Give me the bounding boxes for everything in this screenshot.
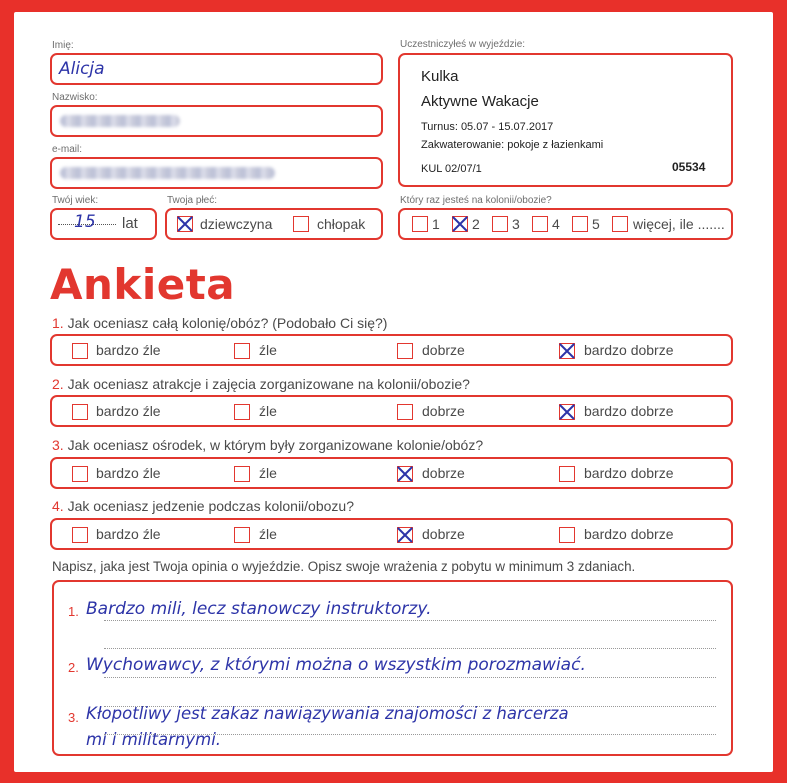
question-3-text: Jak oceniasz ośrodek, w którym były zorganizowane kolonie/obóz?: [67, 437, 484, 453]
opinion-field[interactable]: [52, 580, 733, 756]
q2-opt-1-label: bardzo źle: [96, 403, 161, 419]
times-option-2-checkbox[interactable]: [452, 216, 468, 232]
trip-label: Uczestniczyłeś w wyjeździe:: [400, 39, 526, 50]
question-1-number: 1.: [52, 315, 64, 331]
q4-opt-1-label: bardzo źle: [96, 526, 161, 542]
age-field[interactable]: [50, 208, 157, 240]
q4-opt-3-label: dobrze: [422, 526, 465, 542]
survey-title: Ankieta: [50, 260, 236, 309]
q2-opt-4-label: bardzo dobrze: [584, 403, 674, 419]
opinion-line-3-text: Kłopotliwy jest zakaz nawiązywania znajomości z harcerza: [86, 704, 569, 723]
times-label: Który raz jesteś na kolonii/obozie?: [400, 195, 552, 206]
q1-opt-4-label: bardzo dobrze: [584, 342, 674, 358]
gender-male-label: chłopak: [317, 216, 366, 232]
question-3: [52, 437, 483, 453]
q4-opt-2-checkbox[interactable]: [234, 527, 250, 543]
name-label: Imię:: [52, 40, 74, 51]
q3-opt-1-label: bardzo źle: [96, 465, 161, 481]
question-1: [52, 315, 387, 331]
question-4-options: [50, 518, 733, 550]
q1-opt-1-checkbox[interactable]: [72, 343, 88, 359]
q4-opt-4-label: bardzo dobrze: [584, 526, 674, 542]
trip-turnus: Turnus: 05.07 - 15.07.2017: [421, 121, 554, 133]
question-4-text: Jak oceniasz jedzenie podczas kolonii/obozu?: [67, 498, 354, 514]
q1-opt-3-label: dobrze: [422, 342, 465, 358]
q2-opt-3-label: dobrze: [422, 403, 465, 419]
opinion-line-4-text: mi i militarnymi.: [86, 730, 222, 749]
question-2-text: Jak oceniasz atrakcje i zajęcia zorganizowane na kolonii/obozie?: [67, 376, 470, 392]
q4-opt-1-checkbox[interactable]: [72, 527, 88, 543]
gender-female-label: dziewczyna: [200, 216, 273, 232]
name-field[interactable]: [50, 53, 383, 85]
trip-lodging: Zakwaterowanie: pokoje z łazienkami: [421, 139, 604, 151]
q3-opt-1-checkbox[interactable]: [72, 466, 88, 482]
age-label: Twój wiek:: [52, 195, 99, 206]
trip-name: Aktywne Wakacje: [421, 93, 539, 110]
times-option-1-checkbox[interactable]: [412, 216, 428, 232]
times-option-5-checkbox[interactable]: [572, 216, 588, 232]
question-2: [52, 376, 470, 392]
opinion-line-1-number: 1.: [68, 604, 79, 619]
times-option-more-label: więcej, ile .......: [633, 216, 725, 232]
q2-opt-4-checkbox[interactable]: [559, 404, 575, 420]
q3-opt-3-checkbox[interactable]: [397, 466, 413, 482]
opinion-line-3-number: 3.: [68, 710, 79, 725]
q3-opt-4-checkbox[interactable]: [559, 466, 575, 482]
surname-label: Nazwisko:: [52, 92, 98, 103]
redacted-email: [60, 167, 275, 179]
q1-opt-4-checkbox[interactable]: [559, 343, 575, 359]
opinion-rule-3: [104, 677, 716, 678]
q2-opt-2-label: źle: [259, 403, 277, 419]
surname-field[interactable]: [50, 105, 383, 137]
opinion-rule-2: [104, 648, 716, 649]
times-field: [398, 208, 733, 240]
question-4-number: 4.: [52, 498, 64, 514]
times-option-2-label: 2: [472, 216, 480, 232]
q3-opt-2-label: źle: [259, 465, 277, 481]
times-option-5-label: 5: [592, 216, 600, 232]
age-value: 15: [74, 212, 96, 232]
question-3-options: [50, 457, 733, 489]
question-4: [52, 498, 354, 514]
gender-field: [165, 208, 383, 240]
trip-code: KUL 02/07/1: [421, 163, 482, 175]
times-option-3-label: 3: [512, 216, 520, 232]
gender-male-checkbox[interactable]: [293, 216, 309, 232]
question-3-number: 3.: [52, 437, 64, 453]
question-1-text: Jak oceniasz całą kolonię/obóz? (Podobało Ci się?): [67, 315, 388, 331]
q1-opt-2-label: źle: [259, 342, 277, 358]
times-option-1-label: 1: [432, 216, 440, 232]
q3-opt-4-label: bardzo dobrze: [584, 465, 674, 481]
q1-opt-2-checkbox[interactable]: [234, 343, 250, 359]
q1-opt-3-checkbox[interactable]: [397, 343, 413, 359]
opinion-line-2-text: Wychowawcy, z którymi można o wszystkim porozmawiać.: [86, 655, 586, 675]
name-value: Alicja: [59, 59, 105, 79]
q3-opt-2-checkbox[interactable]: [234, 466, 250, 482]
q4-opt-3-checkbox[interactable]: [397, 527, 413, 543]
trip-number: 05534: [672, 160, 706, 174]
question-2-options: [50, 395, 733, 427]
gender-female-checkbox[interactable]: [177, 216, 193, 232]
question-2-number: 2.: [52, 376, 64, 392]
trip-org: Kulka: [421, 68, 459, 85]
times-option-3-checkbox[interactable]: [492, 216, 508, 232]
q2-opt-2-checkbox[interactable]: [234, 404, 250, 420]
opinion-prompt: Napisz, jaka jest Twoja opinia o wyjeździe. Opisz swoje wrażenia z pobytu w minimum 3 zdaniach.: [52, 559, 636, 574]
email-field[interactable]: [50, 157, 383, 189]
redacted-surname: [60, 115, 180, 127]
survey-sheet: [14, 12, 773, 772]
opinion-rule-1: [104, 620, 716, 621]
opinion-line-1-text: Bardzo mili, lecz stanowczy instruktorzy.: [86, 599, 432, 619]
q4-opt-2-label: źle: [259, 526, 277, 542]
q1-opt-1-label: bardzo źle: [96, 342, 161, 358]
gender-label: Twoja płeć:: [167, 195, 218, 206]
q4-opt-4-checkbox[interactable]: [559, 527, 575, 543]
question-1-options: [50, 334, 733, 366]
times-option-4-label: 4: [552, 216, 560, 232]
opinion-line-2-number: 2.: [68, 660, 79, 675]
times-option-4-checkbox[interactable]: [532, 216, 548, 232]
q3-opt-3-label: dobrze: [422, 465, 465, 481]
q2-opt-3-checkbox[interactable]: [397, 404, 413, 420]
times-option-more-checkbox[interactable]: [612, 216, 628, 232]
email-label: e-mail:: [52, 144, 83, 155]
trip-card: [398, 53, 733, 187]
age-unit: lat: [122, 215, 138, 232]
q2-opt-1-checkbox[interactable]: [72, 404, 88, 420]
